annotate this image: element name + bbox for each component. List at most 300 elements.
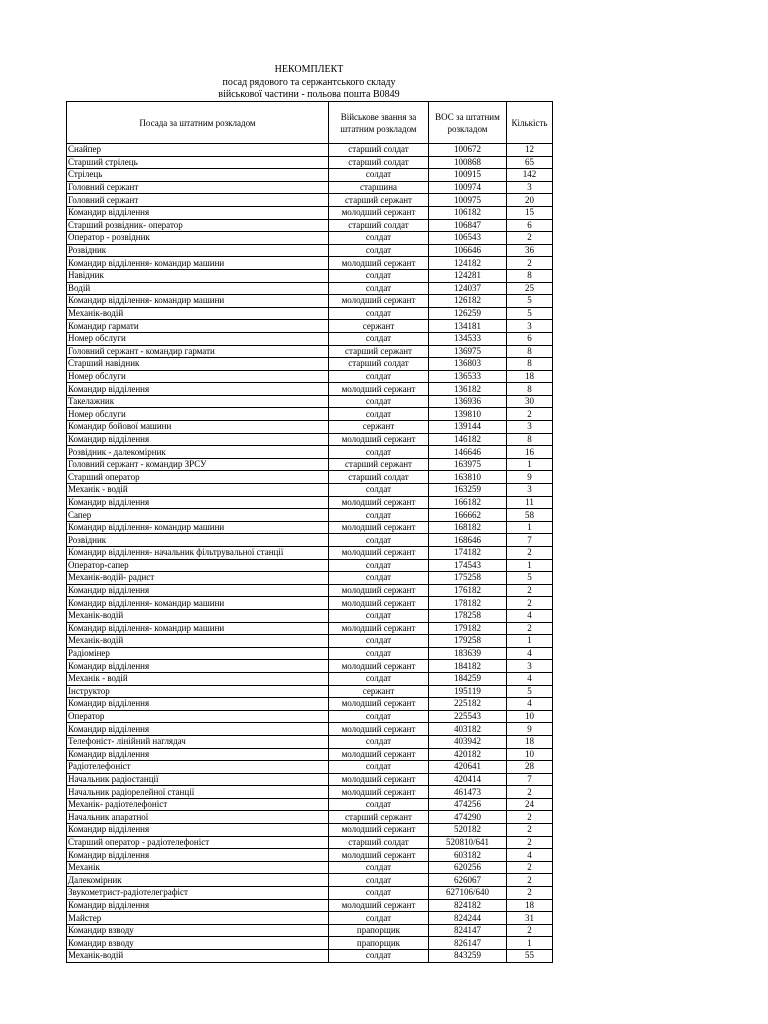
rank-cell: солдат — [329, 861, 429, 874]
quantity-cell: 30 — [507, 395, 553, 408]
quantity-cell: 2 — [507, 597, 553, 610]
position-cell: Снайпер — [67, 144, 329, 157]
rank-cell: старший солдат — [329, 358, 429, 371]
table-header — [67, 102, 553, 144]
vos-cell: 124182 — [429, 257, 507, 270]
table-row — [67, 824, 553, 837]
quantity-cell: 2 — [507, 824, 553, 837]
quantity-cell: 5 — [507, 572, 553, 585]
table-row — [67, 244, 553, 257]
rank-cell: молодший сержант — [329, 660, 429, 673]
quantity-cell: 9 — [507, 471, 553, 484]
rank-cell: молодший сержант — [329, 547, 429, 560]
quantity-cell: 2 — [507, 811, 553, 824]
vos-cell: 136936 — [429, 395, 507, 408]
position-cell: Начальник радіостанції — [67, 773, 329, 786]
table-row — [67, 874, 553, 887]
table-row — [67, 181, 553, 194]
table-row — [67, 950, 553, 963]
rank-cell: солдат — [329, 761, 429, 774]
vos-cell: 136803 — [429, 358, 507, 371]
quantity-cell: 142 — [507, 169, 553, 182]
vos-cell: 195119 — [429, 685, 507, 698]
vos-cell: 403182 — [429, 723, 507, 736]
table-row — [67, 547, 553, 560]
position-cell: Командир відділення- начальник фільтрувальної станції — [67, 547, 329, 560]
position-cell: Командир відділення — [67, 849, 329, 862]
quantity-cell: 2 — [507, 257, 553, 270]
vos-cell: 183639 — [429, 647, 507, 660]
quantity-cell: 65 — [507, 156, 553, 169]
table-row — [67, 219, 553, 232]
rank-cell: старший солдат — [329, 144, 429, 157]
rank-cell: прапорщик — [329, 924, 429, 937]
table-row — [67, 194, 553, 207]
table-row — [67, 773, 553, 786]
position-cell: Сапер — [67, 509, 329, 522]
vos-cell: 461473 — [429, 786, 507, 799]
table-row — [67, 660, 553, 673]
table-row — [67, 584, 553, 597]
vos-cell: 146646 — [429, 446, 507, 459]
rank-cell: молодший сержант — [329, 257, 429, 270]
quantity-cell: 9 — [507, 723, 553, 736]
position-cell: Механік - водій — [67, 672, 329, 685]
table-row — [67, 484, 553, 497]
table-row — [67, 370, 553, 383]
position-cell: Командир взводу — [67, 924, 329, 937]
position-cell: Оператор - розвідник — [67, 232, 329, 245]
rank-cell: солдат — [329, 169, 429, 182]
quantity-cell: 2 — [507, 874, 553, 887]
rank-cell: старший сержант — [329, 345, 429, 358]
quantity-cell: 18 — [507, 735, 553, 748]
rank-cell: солдат — [329, 798, 429, 811]
vos-cell: 179258 — [429, 635, 507, 648]
vos-cell: 100974 — [429, 181, 507, 194]
position-cell: Механік- радіотелефоніст — [67, 798, 329, 811]
rank-cell: молодший сержант — [329, 584, 429, 597]
table-row — [67, 723, 553, 736]
rank-cell: солдат — [329, 395, 429, 408]
vos-cell: 166182 — [429, 496, 507, 509]
document-header — [66, 64, 552, 102]
table-row — [67, 672, 553, 685]
quantity-cell: 20 — [507, 194, 553, 207]
table-row — [67, 320, 553, 333]
vos-cell: 139810 — [429, 408, 507, 421]
quantity-cell: 8 — [507, 269, 553, 282]
rank-cell: старший солдат — [329, 219, 429, 232]
position-cell: Радіомінер — [67, 647, 329, 660]
rank-cell: молодший сержант — [329, 824, 429, 837]
quantity-cell: 2 — [507, 836, 553, 849]
table-row — [67, 169, 553, 182]
quantity-cell: 3 — [507, 181, 553, 194]
quantity-cell: 3 — [507, 421, 553, 434]
rank-cell: солдат — [329, 950, 429, 963]
rank-cell: солдат — [329, 672, 429, 685]
table-row — [67, 685, 553, 698]
rank-cell: солдат — [329, 446, 429, 459]
table-row — [67, 458, 553, 471]
table-row — [67, 358, 553, 371]
rank-cell: старшина — [329, 181, 429, 194]
table-row — [67, 710, 553, 723]
vos-cell: 124037 — [429, 282, 507, 295]
quantity-cell: 25 — [507, 282, 553, 295]
quantity-cell: 5 — [507, 307, 553, 320]
position-cell: Розвідник - далекомірник — [67, 446, 329, 459]
vos-cell: 168646 — [429, 534, 507, 547]
vos-cell: 176182 — [429, 584, 507, 597]
rank-cell: солдат — [329, 307, 429, 320]
quantity-cell: 5 — [507, 685, 553, 698]
rank-cell: сержант — [329, 320, 429, 333]
rank-cell: солдат — [329, 887, 429, 900]
rank-cell: молодший сержант — [329, 206, 429, 219]
vos-cell: 420414 — [429, 773, 507, 786]
rank-cell: молодший сержант — [329, 295, 429, 308]
vos-cell: 100915 — [429, 169, 507, 182]
rank-cell: старший солдат — [329, 471, 429, 484]
vos-cell: 627106/640 — [429, 887, 507, 900]
quantity-cell: 2 — [507, 924, 553, 937]
vos-cell: 178182 — [429, 597, 507, 610]
position-cell: Командир відділення- командир машини — [67, 521, 329, 534]
vos-cell: 603182 — [429, 849, 507, 862]
quantity-cell: 1 — [507, 937, 553, 950]
table-row — [67, 647, 553, 660]
quantity-cell: 1 — [507, 635, 553, 648]
quantity-cell: 4 — [507, 609, 553, 622]
quantity-cell: 2 — [507, 408, 553, 421]
rank-cell: молодший сержант — [329, 723, 429, 736]
quantity-cell: 4 — [507, 672, 553, 685]
position-cell: Начальник апаратної — [67, 811, 329, 824]
position-cell: Командир відділення- командир машини — [67, 622, 329, 635]
rank-cell: солдат — [329, 509, 429, 522]
position-cell: Старший оператор — [67, 471, 329, 484]
rank-cell: старший сержант — [329, 458, 429, 471]
document-title: НЕКОМПЛЕКТ — [274, 64, 344, 75]
quantity-cell: 6 — [507, 219, 553, 232]
table-row — [67, 295, 553, 308]
table-row — [67, 597, 553, 610]
quantity-cell: 18 — [507, 899, 553, 912]
table-row — [67, 496, 553, 509]
vos-cell: 626067 — [429, 874, 507, 887]
quantity-cell: 7 — [507, 534, 553, 547]
vos-cell: 163259 — [429, 484, 507, 497]
table-row — [67, 282, 553, 295]
table-row — [67, 408, 553, 421]
position-cell: Механік-водій — [67, 950, 329, 963]
rank-cell: солдат — [329, 635, 429, 648]
quantity-cell: 2 — [507, 547, 553, 560]
rank-cell: солдат — [329, 484, 429, 497]
position-cell: Командир взводу — [67, 937, 329, 950]
rank-cell: солдат — [329, 710, 429, 723]
position-cell: Командир відділення — [67, 433, 329, 446]
table-body — [67, 144, 553, 963]
position-cell: Командир відділення- командир машини — [67, 597, 329, 610]
vos-cell: 184259 — [429, 672, 507, 685]
table-row — [67, 521, 553, 534]
position-cell: Механік-водій — [67, 307, 329, 320]
rank-cell: молодший сержант — [329, 496, 429, 509]
vos-cell: 474290 — [429, 811, 507, 824]
quantity-cell: 1 — [507, 559, 553, 572]
table-row — [67, 899, 553, 912]
table-row — [67, 559, 553, 572]
position-cell: Старший оператор - радіотелефоніст — [67, 836, 329, 849]
rank-cell: солдат — [329, 912, 429, 925]
table-row — [67, 156, 553, 169]
vos-cell: 100672 — [429, 144, 507, 157]
table-row — [67, 269, 553, 282]
vos-cell: 134533 — [429, 332, 507, 345]
position-cell: Далекомірник — [67, 874, 329, 887]
quantity-cell: 16 — [507, 446, 553, 459]
vos-cell: 225543 — [429, 710, 507, 723]
position-cell: Старший розвідник- оператор — [67, 219, 329, 232]
vos-cell: 136533 — [429, 370, 507, 383]
vos-cell: 126259 — [429, 307, 507, 320]
vos-cell: 126182 — [429, 295, 507, 308]
position-cell: Командир відділення- командир машини — [67, 295, 329, 308]
quantity-cell: 1 — [507, 521, 553, 534]
position-cell: Водій — [67, 282, 329, 295]
position-cell: Командир гармати — [67, 320, 329, 333]
vos-cell: 174543 — [429, 559, 507, 572]
table-row — [67, 609, 553, 622]
table-row — [67, 912, 553, 925]
rank-cell: солдат — [329, 735, 429, 748]
quantity-cell: 4 — [507, 698, 553, 711]
position-cell: Командир відділення — [67, 748, 329, 761]
quantity-cell: 10 — [507, 748, 553, 761]
table-row — [67, 332, 553, 345]
table-row — [67, 144, 553, 157]
position-cell: Командир відділення — [67, 584, 329, 597]
quantity-cell: 31 — [507, 912, 553, 925]
table-row — [67, 937, 553, 950]
position-cell: Навідник — [67, 269, 329, 282]
rank-cell: солдат — [329, 282, 429, 295]
vos-cell: 620256 — [429, 861, 507, 874]
vos-cell: 134181 — [429, 320, 507, 333]
position-cell: Командир відділення — [67, 824, 329, 837]
position-cell: Командир відділення — [67, 899, 329, 912]
table-row — [67, 421, 553, 434]
quantity-cell: 55 — [507, 950, 553, 963]
position-cell: Командир відділення — [67, 496, 329, 509]
vos-cell: 136182 — [429, 383, 507, 396]
rank-cell: солдат — [329, 408, 429, 421]
rank-cell: молодший сержант — [329, 899, 429, 912]
table-row — [67, 735, 553, 748]
position-cell: Оператор — [67, 710, 329, 723]
table-row — [67, 572, 553, 585]
quantity-cell: 2 — [507, 887, 553, 900]
table-row — [67, 798, 553, 811]
table-row — [67, 383, 553, 396]
document-subtitle-line1: посад рядового та сержантського складу — [222, 76, 396, 88]
position-cell: Механік — [67, 861, 329, 874]
vos-cell: 100975 — [429, 194, 507, 207]
rank-cell: старший солдат — [329, 836, 429, 849]
vos-cell: 175258 — [429, 572, 507, 585]
rank-cell: молодший сержант — [329, 698, 429, 711]
table-row — [67, 433, 553, 446]
table-row — [67, 471, 553, 484]
position-cell: Номер обслуги — [67, 332, 329, 345]
position-cell: Головний сержант - командир ЗРСУ — [67, 458, 329, 471]
vos-cell: 139144 — [429, 421, 507, 434]
quantity-cell: 15 — [507, 206, 553, 219]
position-cell: Командир відділення — [67, 660, 329, 673]
quantity-cell: 28 — [507, 761, 553, 774]
quantity-cell: 3 — [507, 484, 553, 497]
vos-cell: 420641 — [429, 761, 507, 774]
table-row — [67, 395, 553, 408]
position-cell: Механік-водій — [67, 609, 329, 622]
rank-cell: солдат — [329, 609, 429, 622]
rank-cell: солдат — [329, 370, 429, 383]
rank-cell: молодший сержант — [329, 597, 429, 610]
vos-cell: 184182 — [429, 660, 507, 673]
table-row — [67, 761, 553, 774]
position-cell: Командир відділення — [67, 698, 329, 711]
rank-cell: прапорщик — [329, 937, 429, 950]
quantity-cell: 4 — [507, 849, 553, 862]
position-cell: Розвідник — [67, 244, 329, 257]
position-cell: Начальник радіорелейної станції — [67, 786, 329, 799]
vos-cell: 474256 — [429, 798, 507, 811]
position-cell: Командир відділення — [67, 383, 329, 396]
position-cell: Командир відділення — [67, 206, 329, 219]
rank-cell: молодший сержант — [329, 383, 429, 396]
rank-cell: сержант — [329, 421, 429, 434]
position-cell: Звукометрист-радіотелеграфіст — [67, 887, 329, 900]
vos-cell: 163975 — [429, 458, 507, 471]
table-row — [67, 811, 553, 824]
vos-cell: 826147 — [429, 937, 507, 950]
position-cell: Механік-водій — [67, 635, 329, 648]
position-cell: Розвідник — [67, 534, 329, 547]
quantity-cell: 8 — [507, 383, 553, 396]
position-cell: Головний сержант - командир гармати — [67, 345, 329, 358]
table-row — [67, 786, 553, 799]
vos-cell: 843259 — [429, 950, 507, 963]
header-row — [67, 102, 553, 144]
vos-cell: 178258 — [429, 609, 507, 622]
quantity-cell: 3 — [507, 320, 553, 333]
table-row — [67, 924, 553, 937]
rank-cell: солдат — [329, 332, 429, 345]
position-cell: Оператор-сапер — [67, 559, 329, 572]
table-row — [67, 232, 553, 245]
position-cell: Старший стрілець — [67, 156, 329, 169]
rank-cell: старший солдат — [329, 156, 429, 169]
rank-cell: молодший сержант — [329, 622, 429, 635]
vos-cell: 225182 — [429, 698, 507, 711]
table-row — [67, 257, 553, 270]
rank-cell: сержант — [329, 685, 429, 698]
column-header-quantity: Кількість — [507, 102, 553, 144]
quantity-cell: 8 — [507, 358, 553, 371]
rank-cell: солдат — [329, 232, 429, 245]
quantity-cell: 2 — [507, 622, 553, 635]
position-cell: Майстер — [67, 912, 329, 925]
position-cell: Стрілець — [67, 169, 329, 182]
table-row — [67, 887, 553, 900]
table-row — [67, 622, 553, 635]
position-cell: Радіотелефоніст — [67, 761, 329, 774]
rank-cell: солдат — [329, 269, 429, 282]
quantity-cell: 2 — [507, 584, 553, 597]
rank-cell: старший сержант — [329, 194, 429, 207]
quantity-cell: 10 — [507, 710, 553, 723]
quantity-cell: 6 — [507, 332, 553, 345]
vos-cell: 146182 — [429, 433, 507, 446]
table-row — [67, 698, 553, 711]
position-cell: Командир відділення — [67, 723, 329, 736]
rank-cell: солдат — [329, 647, 429, 660]
vacancy-table — [66, 101, 553, 963]
vos-cell: 168182 — [429, 521, 507, 534]
quantity-cell: 2 — [507, 786, 553, 799]
vos-cell: 520810/641 — [429, 836, 507, 849]
table-row — [67, 206, 553, 219]
vos-cell: 824182 — [429, 899, 507, 912]
vos-cell: 166662 — [429, 509, 507, 522]
vos-cell: 163810 — [429, 471, 507, 484]
position-cell: Командир відділення- командир машини — [67, 257, 329, 270]
rank-cell: молодший сержант — [329, 773, 429, 786]
column-header-position: Посада за штатним розкладом — [67, 102, 329, 144]
vos-cell: 106646 — [429, 244, 507, 257]
position-cell: Номер обслуги — [67, 370, 329, 383]
quantity-cell: 24 — [507, 798, 553, 811]
rank-cell: старший сержант — [329, 811, 429, 824]
vos-cell: 420182 — [429, 748, 507, 761]
vos-cell: 824244 — [429, 912, 507, 925]
table-row — [67, 849, 553, 862]
table-row — [67, 635, 553, 648]
quantity-cell: 58 — [507, 509, 553, 522]
vos-cell: 136975 — [429, 345, 507, 358]
table-row — [67, 836, 553, 849]
rank-cell: солдат — [329, 874, 429, 887]
vos-cell: 124281 — [429, 269, 507, 282]
document-subtitle-line2: військової частини - польова пошта В0849 — [218, 89, 400, 100]
quantity-cell: 4 — [507, 647, 553, 660]
vos-cell: 100868 — [429, 156, 507, 169]
table-row — [67, 307, 553, 320]
rank-cell: молодший сержант — [329, 748, 429, 761]
quantity-cell: 3 — [507, 660, 553, 673]
table-row — [67, 446, 553, 459]
rank-cell: молодший сержант — [329, 521, 429, 534]
position-cell: Головний сержант — [67, 181, 329, 194]
vos-cell: 520182 — [429, 824, 507, 837]
vos-cell: 824147 — [429, 924, 507, 937]
rank-cell: молодший сержант — [329, 849, 429, 862]
quantity-cell: 2 — [507, 861, 553, 874]
column-header-vos: ВОС за штатним розкладом — [429, 102, 507, 144]
